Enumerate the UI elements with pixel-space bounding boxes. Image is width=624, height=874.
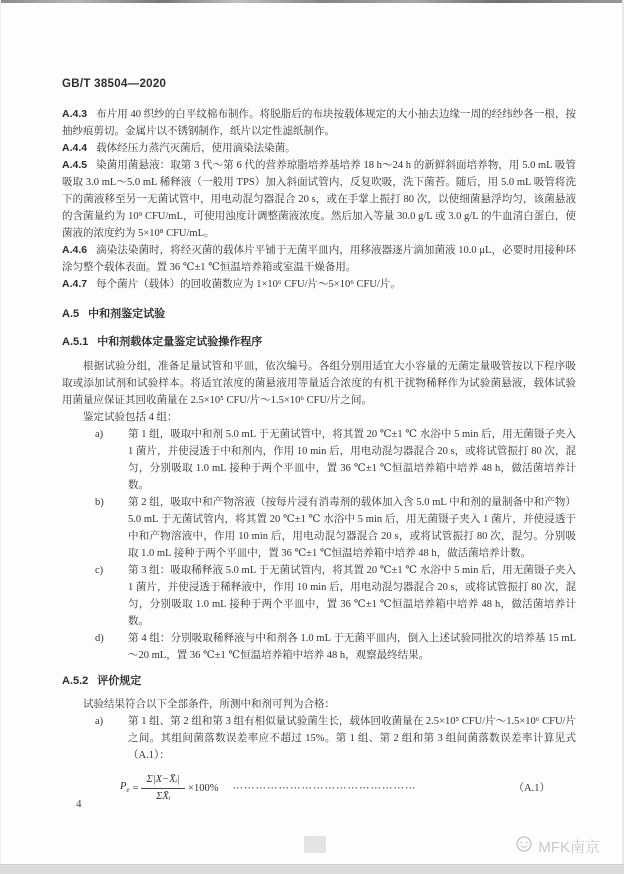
clause-text: 载体经压力蒸汽灭菌后，使用滴染法染菌。: [96, 143, 296, 154]
page-number: 4: [76, 798, 82, 810]
formula-multiplier: ×100%: [188, 783, 219, 794]
scan-artifact-top-edge: [0, 0, 624, 3]
list-item-eval-a: [62, 713, 576, 764]
paragraph-procedure-intro: 根据试验分组，准备足量试管和平皿，依次编号。各组分别用适宜大小容量的无菌定量吸管按以下程序吸取或添加试剂和试验样本。将适宜浓度的菌悬液用等量适合浓度的有机干扰物稀释作为试验菌悬液，载体试验用菌量应保证其回收菌量在 2.5×10⁵ CFU/片～1.5×10⁶ CFU/片之间。: [62, 361, 576, 406]
clause-text: 每个菌片（载体）的回收菌数应为 1×10⁶ CFU/片～5×10⁶ CFU/片。: [96, 279, 401, 290]
formula-equals: =: [132, 783, 139, 794]
clause-text: 布片用 40 织纱的白平纹棉布制作。将脱脂后的布块按载体规定的大小抽去边缘一周的经纬纱各一根，按抽纱痕剪切。金属片以不锈钢制作，纸片以定性滤纸制作。: [62, 109, 576, 137]
formula-numerator: Σ|X−X̄ᵢ|: [141, 773, 185, 789]
subsection-label: A.5.1: [62, 336, 89, 348]
clause-label: A.4.3: [62, 108, 88, 120]
clause-label: A.4.5: [62, 159, 88, 171]
mfk-logo-icon: [515, 835, 533, 857]
list-item-label: a): [95, 429, 104, 440]
list-item-text: 第 1 组，吸取中和剂 5.0 mL 于无菌试管中，将其置 20 ℃±1 ℃ 水浴中 5 min 后，用无菌镊子夹入 1 菌片，并使浸透于中和剂内，作用 10 min 后，用电动混匀器混合 20 s，或将试管振打 80 次，混匀，分别吸取 1.0 mL 接种于两个平皿中，置 36 ℃±1 ℃恒温培养箱中培养 48 h，做活菌培养计数。: [128, 429, 576, 491]
section-title: 中和剂鉴定试验: [88, 308, 166, 320]
list-item-text: 第 3 组：吸取稀释液 5.0 mL 于无菌试管内，将其置 20 ℃±1 ℃ 水浴中 5 min 后，用无菌镊子夹入 1 菌片，并使浸透于稀释液中，作用 10 min 后，用电动混匀器混合 20 s，或将试管振打 80 次，混匀，分别吸取 1.0 mL 接种于两个平皿中，置 36 ℃±1 ℃恒温培养箱中培养 48 h，做活菌培养计数。: [128, 565, 576, 627]
formula-a1: [62, 773, 576, 804]
dotted-leader: ⋯⋯⋯⋯⋯⋯⋯⋯⋯⋯⋯⋯⋯⋯⋯⋯: [232, 783, 417, 794]
list-item-label: a): [95, 716, 104, 727]
clause-a4-5: [62, 157, 576, 242]
paragraph-evaluation-intro: 试验结果符合以下全部条件，所测中和剂可判为合格：: [83, 699, 335, 710]
watermark: [515, 835, 600, 857]
clause-text: 滴染法染菌时，将经灭菌的载体片平铺于无菌平皿内，用移液器逐片滴加菌液 10.0 μL，必要时用接种环涂匀整个载体表面。置 36 ℃±1 ℃恒温培养箱或室温干燥备用。: [62, 245, 576, 273]
clause-label: A.4.4: [62, 142, 88, 154]
list-item-label: c): [95, 565, 104, 576]
clause-a4-3: [62, 106, 576, 140]
list-item-group-3: [62, 562, 576, 630]
equation-number: （A.1）: [513, 783, 550, 794]
clause-a4-6: [62, 242, 576, 276]
standard-number-header: GB/T 38504—2020: [62, 78, 167, 90]
formula-lhs-subscript: e: [126, 786, 130, 795]
subsection-heading-a5-2: [62, 673, 576, 690]
list-item-label: d): [95, 633, 104, 644]
list-item-label: b): [95, 497, 104, 508]
scan-artifact-bottom-edge: [0, 864, 624, 874]
subsection-heading-a5-1: [62, 334, 576, 351]
document-body: [62, 76, 576, 808]
clause-label: A.4.7: [62, 278, 88, 290]
section-heading-a5: [62, 306, 576, 323]
list-item-group-1: [62, 426, 576, 494]
paragraph-groups-intro: 鉴定试验包括 4 组：: [83, 412, 178, 423]
subsection-title: 评价规定: [97, 675, 142, 687]
formula-lhs: $P_e$: [120, 780, 130, 795]
list-item-text: 第 4 组：分别吸取稀释液与中和剂各 1.0 mL 于无菌平皿内，倒入上述试验同批次的培养基 15 mL～20 mL，置 36 ℃±1 ℃恒温培养箱中培养 48 h，观察最终结果。: [128, 633, 576, 661]
clause-text: 染菌用菌悬液：取第 3 代～第 6 代的营养琼脂培养基培养 18 h～24 h 的新鲜斜面培养物，用 5.0 mL 吸管吸取 3.0 mL～5.0 mL 稀释液（一般用 TPS）加入斜面试管内，反复吹吸，洗下菌苔。随后，用 5.0 mL 吸管将洗下的菌液移至另一无菌试管中，用电动混匀器混合 20 s，或在手掌上振打 80 次，以使细菌悬浮均匀，该菌悬液的含菌量约为 10⁹ CFU/mL，可使用浊度计调整菌液浓度。然后加入等量 30.0 g/L 或 3.0 g/L 的牛血清白蛋白，使菌液的浓度约为 5×10⁸ CFU/mL。: [62, 160, 576, 239]
list-item-text: 第 2 组，吸取中和产物溶液（按每片浸有消毒剂的载体加入含 5.0 mL 中和剂的量制备中和产物）5.0 mL 于无菌试管内，将其置 20 ℃±1 ℃ 水浴中 5 min 后，用无菌镊子夹入 1 菌片，并使浸透于中和产物溶液中，作用 10 min 后，用电动混匀器混合 20 s，或将试管振打 80 次，混匀。分别吸取 1.0 mL 接种于两个平皿中，置 36 ℃±1 ℃恒温培养箱中培养 48 h，做活菌培养计数。: [128, 497, 576, 559]
watermark-text: MFK南京: [538, 838, 600, 856]
subsection-label: A.5.2: [62, 675, 89, 687]
list-item-group-4: [62, 630, 576, 664]
formula-fraction: [141, 773, 185, 804]
subsection-title: 中和剂载体定量鉴定试验操作程序: [97, 336, 263, 348]
list-item-text: 第 1 组、第 2 组和第 3 组有相似量试验菌生长，载体回收菌量在 2.5×10⁵ CFU/片～1.5×10⁶ CFU/片之间。其组间菌落数误差率应不超过 15%。第 1 组、第 2 组和第 3 组间菌落数误差率计算见式（A.1）：: [128, 716, 576, 761]
faded-watermark-blob: [304, 836, 326, 853]
formula-denominator: ΣX̄ᵢ: [156, 791, 171, 802]
clause-a4-7: [62, 276, 576, 293]
clause-label: A.4.6: [62, 244, 88, 256]
scan-artifact-left-edge: [0, 0, 1, 874]
list-item-group-2: [62, 494, 576, 562]
clause-a4-4: [62, 140, 576, 157]
section-label: A.5: [62, 308, 80, 320]
